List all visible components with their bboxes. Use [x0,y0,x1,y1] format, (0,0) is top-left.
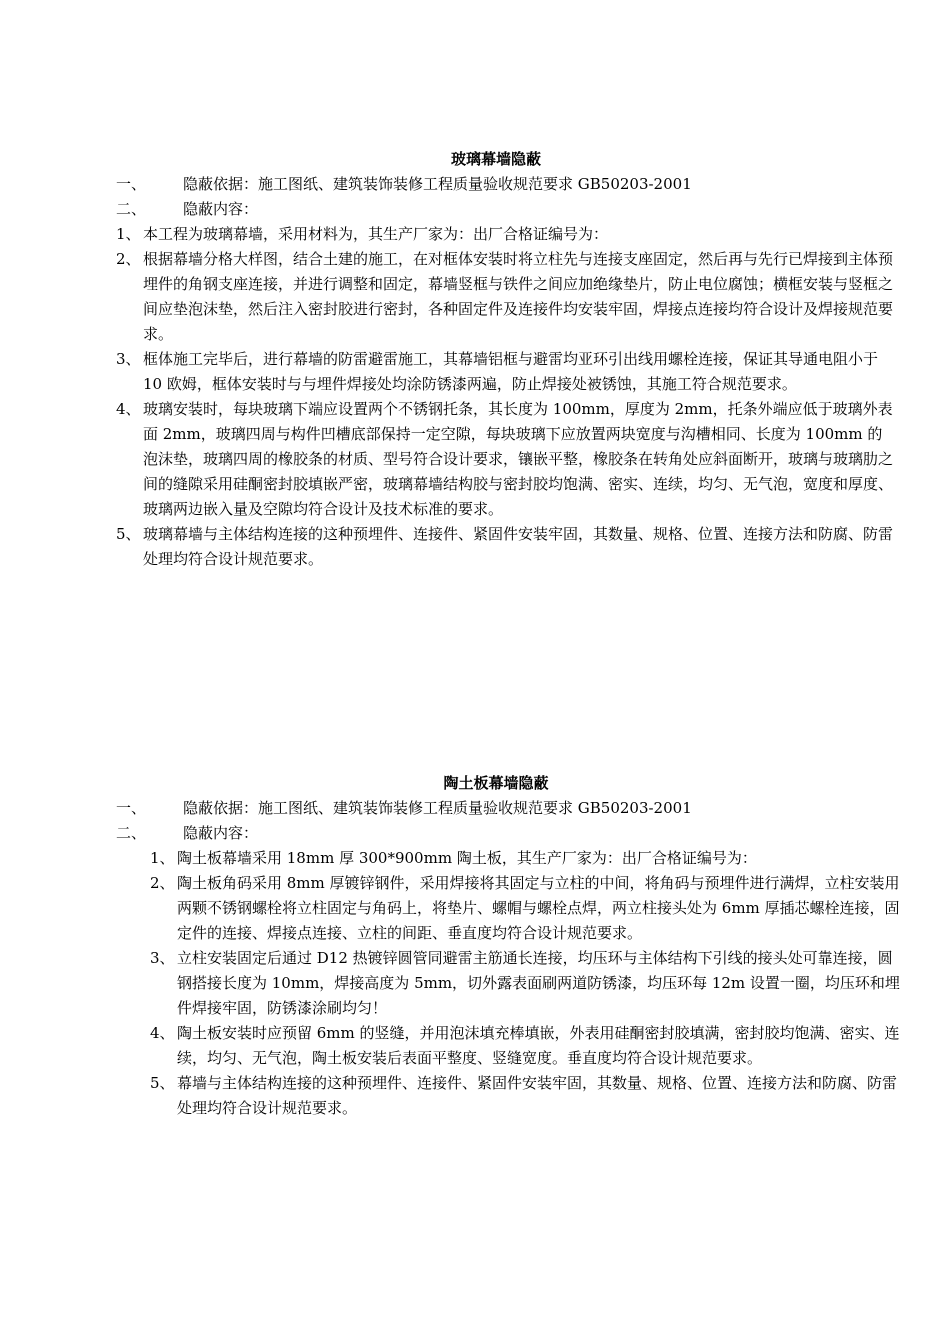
section-title: 玻璃幕墙隐蔽 [450,150,541,168]
content-heading-row [0,197,950,222]
list-item-number: 5、 [150,1074,175,1092]
list-item-text: 立柱安装固定后通过 D12 热镀锌圆管同避雷主筋通长连接，均压环与主体结构下引线的接头处可靠连接，圆钢搭接长度为 10mm，焊接高度为 5mm，切外露表面刷两道防锈漆，均压环每 12m 设置一圈，均压环和埋件焊接牢固，防锈漆涂刷均匀！ [177,949,900,1017]
list-item-text: 框体施工完毕后，进行幕墙的防雷避雷施工，其幕墙铝框与避雷均亚环引出线用螺栓连接，保证其导通电阻小于 10 欧姆，框体安装时与与埋件焊接处均涂防锈漆两遍，防止焊接处被锈蚀，其施工符合规范要求。 [143,350,879,393]
list-item-number: 5、 [116,525,141,543]
list-item [0,347,893,397]
list-item-number: 2、 [150,874,175,892]
list-item [0,871,903,946]
list-item-number: 1、 [116,225,141,243]
list-item-number: 4、 [150,1024,175,1042]
list-item [0,946,903,1021]
section-title: 陶土板幕墙隐蔽 [443,774,549,792]
heading-number: 二、 [116,824,147,842]
list-item-text: 玻璃幕墙与主体结构连接的这种预埋件、连接件、紧固件安装牢固，其数量、规格、位置、连接方法和防腐、防雷处理均符合设计规范要求。 [143,525,894,568]
list-item-number: 3、 [150,949,175,967]
list-item [0,846,903,871]
content-heading-row [0,821,950,846]
list-item-text: 幕墙与主体结构连接的这种预埋件、连接件、紧固件安装牢固，其数量、规格、位置、连接方法和防腐、防雷处理均符合设计规范要求。 [177,1074,898,1117]
heading-number: 一、 [116,799,147,817]
list-item-text: 陶土板安装时应预留 6mm 的竖缝，并用泡沫填充棒填嵌，外表用硅酮密封胶填满，密封胶均饱满、密实、连续，均匀、无气泡，陶土板安装后表面平整度、竖缝宽度。垂直度均符合设计规范要求。 [177,1024,900,1067]
list-item-text: 根据幕墙分格大样图，结合土建的施工，在对框体安装时将立柱先与连接支座固定，然后再与先行已焊接到主体预埋件的角钢支座连接，并进行调整和固定，幕墙竖框与铁件之间应加绝缘垫片，防止电位腐蚀；横框安装与竖框之间应垫泡沫垫，然后注入密封胶进行密封，各种固定件及连接件均安装牢固，焊接点连接均符合设计及焊接规范要求。 [143,250,894,343]
list-item [0,1021,903,1071]
basis-row [0,796,950,821]
list-item-text: 陶土板幕墙采用 18mm 厚 300*900mm 陶土板，其生产厂家为：出厂合格证编号为： [177,849,757,867]
list-item-text: 本工程为玻璃幕墙，采用材料为，其生产厂家为：出厂合格证编号为： [143,225,609,243]
list-item [0,247,893,347]
content-heading-text: 隐蔽内容： [183,200,259,218]
list-item [0,1071,903,1121]
section-terracotta-curtain-wall [0,770,950,1121]
list-item-number: 1、 [150,849,175,867]
content-heading-text: 隐蔽内容： [183,824,259,842]
section-glass-curtain-wall [0,146,950,572]
list-item-number: 4、 [116,400,141,418]
basis-text: 隐蔽依据：施工图纸、建筑装饰装修工程质量验收规范要求 GB50203-2001 [183,175,692,193]
basis-text: 隐蔽依据：施工图纸、建筑装饰装修工程质量验收规范要求 GB50203-2001 [183,799,692,817]
basis-row [0,172,950,197]
list-item-number: 3、 [116,350,141,368]
heading-number: 二、 [116,200,147,218]
list-item-text: 陶土板角码采用 8mm 厚镀锌钢件，采用焊接将其固定与立柱的中间，将角码与预埋件进行满焊，立柱安装用两颗不锈钢螺栓将立柱固定与角码上，将垫片、螺帽与螺栓点焊，两立柱接头处为 6mm 厚插芯螺栓连接，固定件的连接、焊接点连接、立柱的间距、垂直度均符合设计规范要求。 [177,874,900,942]
list-item [0,522,893,572]
list-item [0,222,893,247]
heading-number: 一、 [116,175,147,193]
list-item [0,397,893,522]
list-item-text: 玻璃安装时，每块玻璃下端应设置两个不锈钢托条，其长度为 100mm，厚度为 2mm，托条外端应低于玻璃外表面 2mm，玻璃四周与构件凹槽底部保持一定空隙，每块玻璃下应放置两块宽度与沟槽相同、长度为 100mm 的泡沫垫，玻璃四周的橡胶条的材质、型号符合设计要求，镶嵌平整，橡胶条在转角处应斜面断开，玻璃与玻璃肋之间的缝隙采用硅酮密封胶填嵌严密，玻璃幕墙结构胶与密封胶均饱满、密实、连续，均匀、无气泡，宽度和厚度、玻璃两边嵌入量及空隙均符合设计及技术标准的要求。 [143,400,894,518]
list-item-number: 2、 [116,250,141,268]
